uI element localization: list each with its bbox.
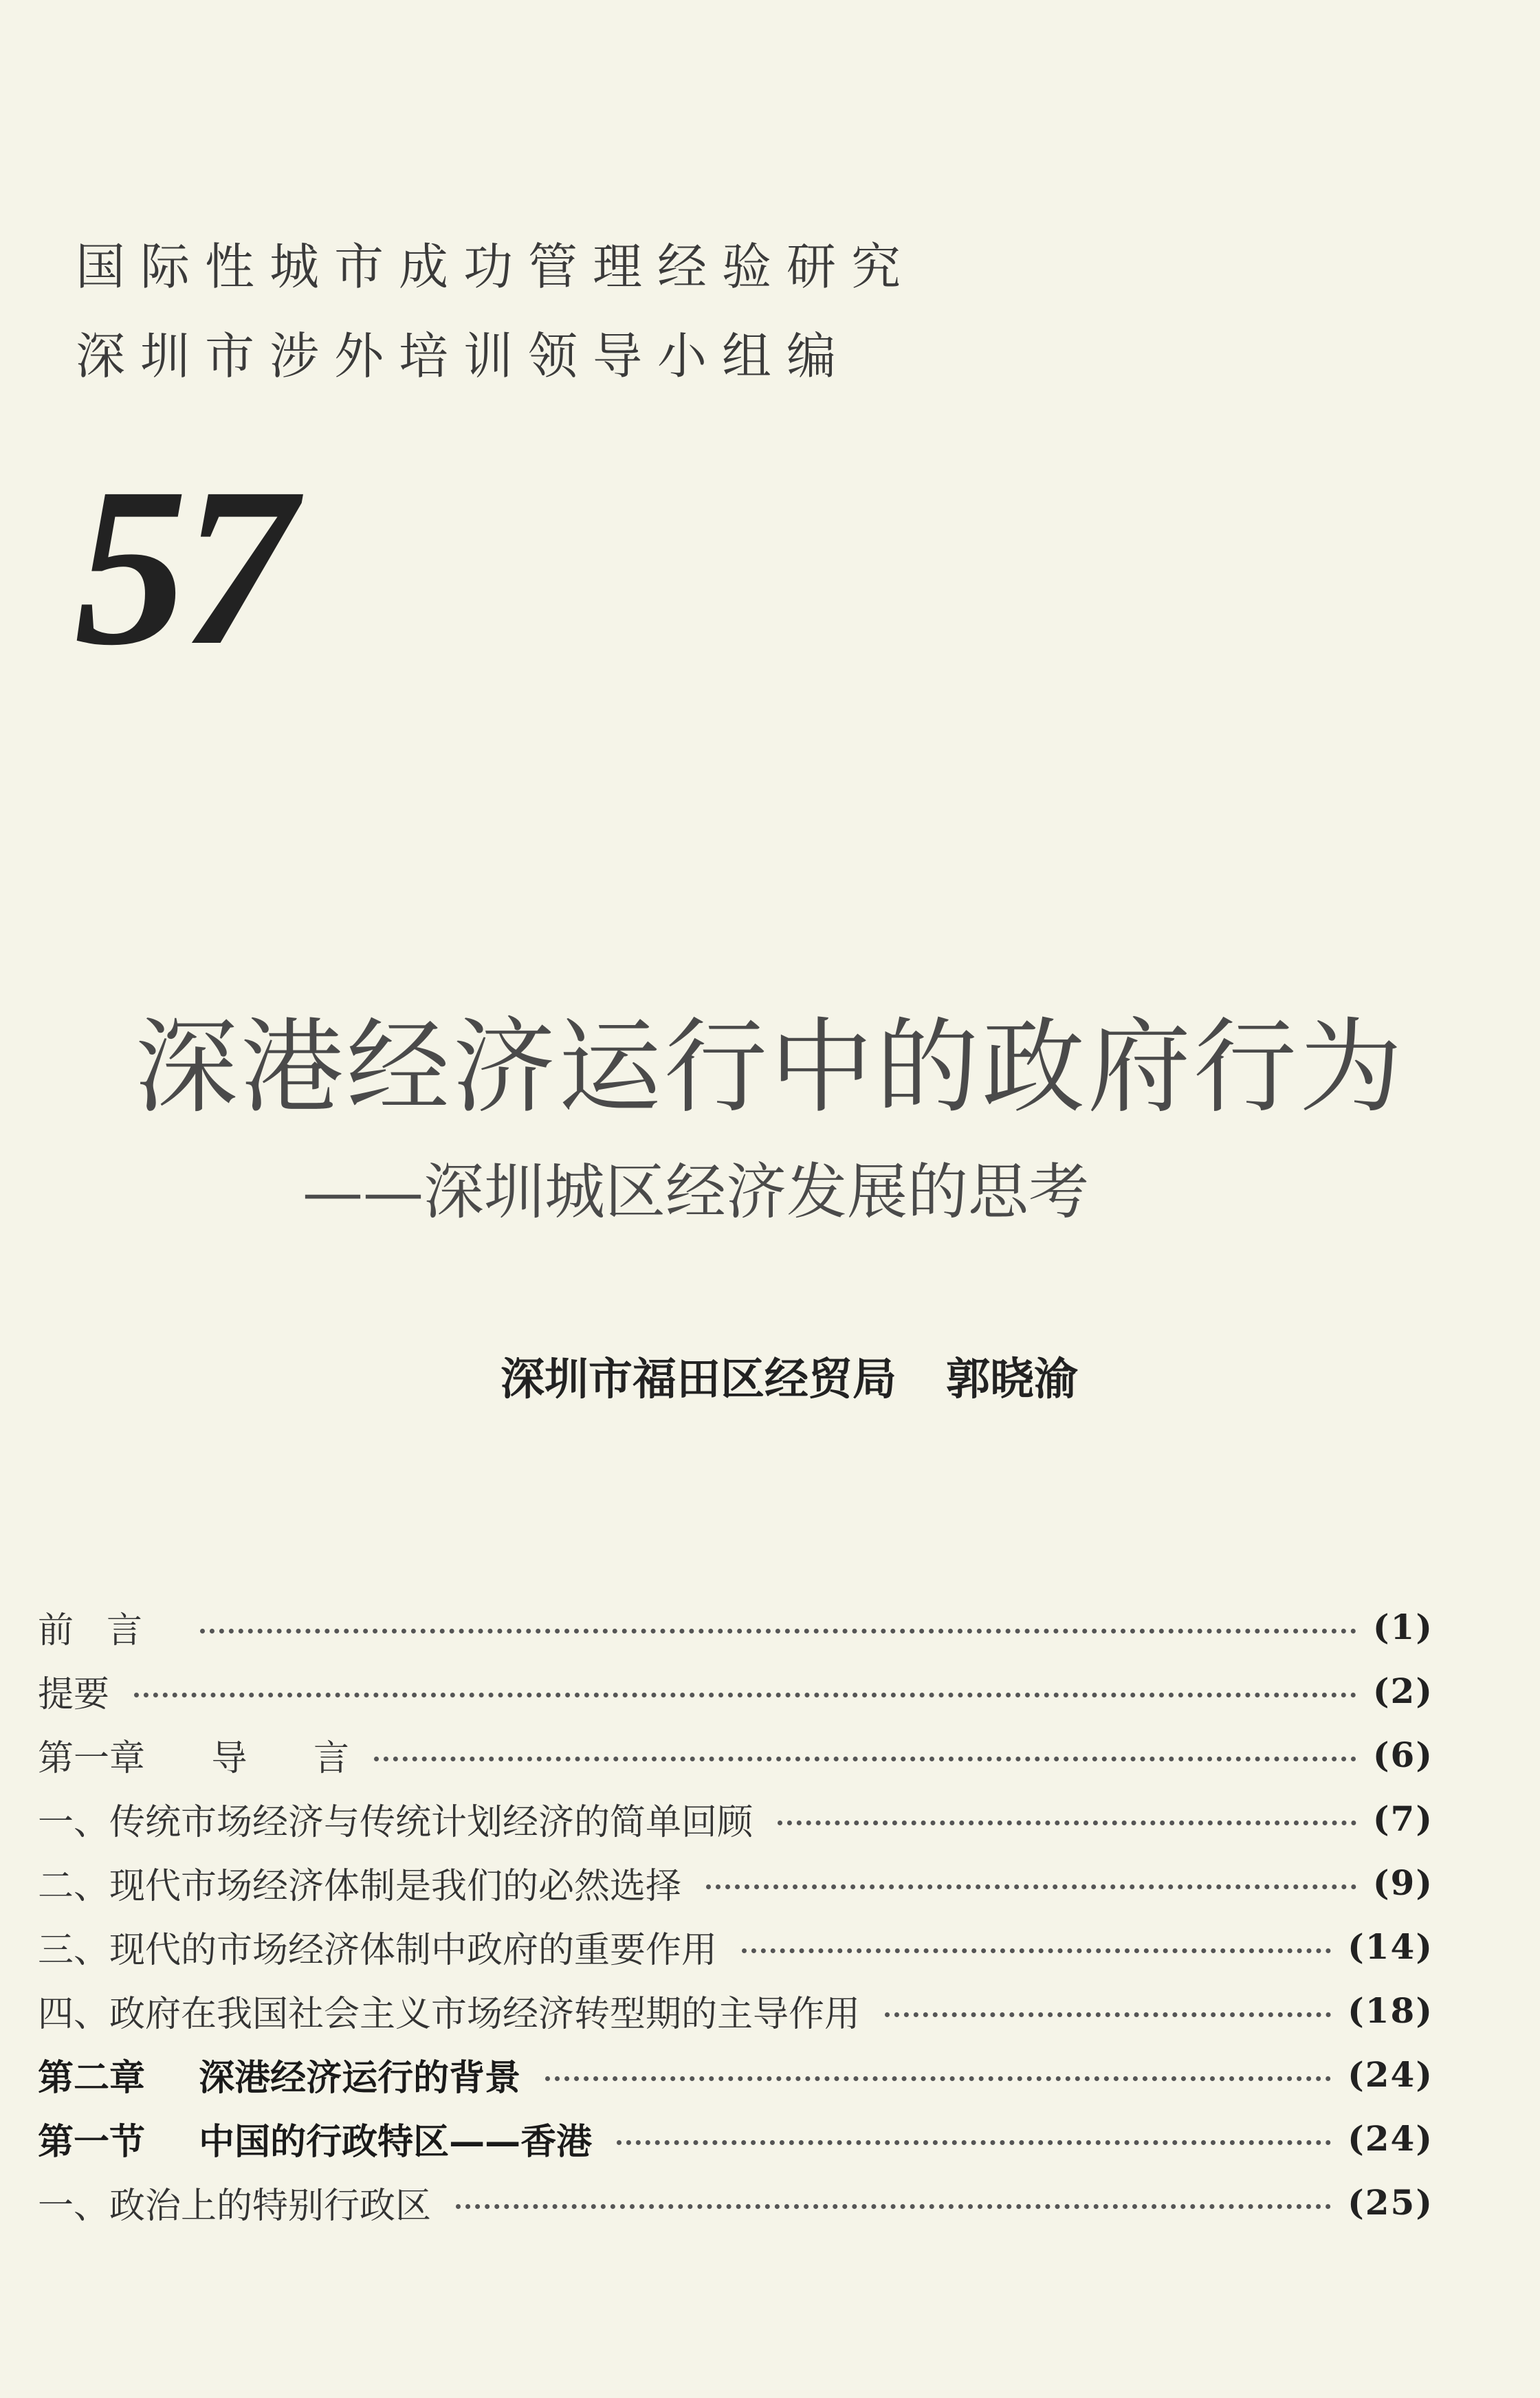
toc-entry-page: (7): [1372, 1798, 1433, 1839]
toc-dot-leader: [545, 2076, 1331, 2081]
toc-entry: [38, 1915, 1433, 1979]
toc-entry-page: (24): [1348, 2054, 1433, 2095]
toc-entry: [38, 1979, 1433, 2043]
subtitle: ——深圳城区经济发展的思考: [302, 1156, 1090, 1227]
byline: [500, 1354, 1078, 1405]
toc-entry: [38, 2106, 1433, 2170]
toc-entry-page: (2): [1372, 1671, 1433, 1711]
toc-entry-title: 一、政治上的特别行政区: [38, 2186, 432, 2227]
toc-entry-title: 四、政府在我国社会主义市场经济转型期的主导作用: [38, 1994, 861, 2035]
toc-entry-page: (18): [1348, 1990, 1433, 2031]
main-title: 深港经济运行中的政府行为: [134, 1008, 1405, 1128]
toc-entry-title: 三、现代的市场经济体制中政府的重要作用: [38, 1930, 718, 1971]
toc-entry: [38, 1595, 1433, 1659]
toc-entry-title: 提要: [38, 1674, 110, 1715]
series-editor: 深圳市涉外培训领导小组编: [76, 327, 852, 385]
toc-entry-page: (24): [1348, 2118, 1433, 2159]
byline-organization: 深圳市福田区经贸局: [500, 1354, 896, 1405]
toc-dot-leader: [200, 1629, 1356, 1634]
toc-dot-leader: [134, 1693, 1356, 1697]
toc-entry: [38, 2170, 1433, 2234]
toc-entry-page: (14): [1348, 1926, 1433, 1967]
series-title: 国际性城市成功管理经验研究: [76, 238, 916, 296]
toc-entry-page: (25): [1348, 2182, 1433, 2223]
toc-entry: [38, 1723, 1433, 1787]
toc-entry-page: (1): [1372, 1607, 1433, 1647]
toc-dot-leader: [706, 1884, 1356, 1889]
volume-number: 57: [74, 441, 290, 692]
toc-dot-leader: [617, 2140, 1331, 2145]
toc-entry-title: 前言: [38, 1610, 176, 1651]
table-of-contents: [38, 1595, 1433, 2234]
toc-dot-leader: [374, 1757, 1356, 1761]
toc-entry-page: (6): [1372, 1735, 1433, 1775]
byline-author: 郭晓渝: [946, 1354, 1078, 1405]
toc-entry: [38, 1787, 1433, 1851]
toc-entry-title: 二、现代市场经济体制是我们的必然选择: [38, 1866, 682, 1907]
toc-dot-leader: [885, 2012, 1331, 2017]
toc-entry: [38, 1851, 1433, 1915]
toc-entry: [38, 2043, 1433, 2106]
toc-entry-title: 第一节 中国的行政特区——香港: [38, 2122, 593, 2163]
toc-dot-leader: [778, 1820, 1356, 1825]
toc-entry-page: (9): [1372, 1862, 1433, 1903]
toc-dot-leader: [742, 1948, 1331, 1953]
toc-entry-title: 一、传统市场经济与传统计划经济的简单回顾: [38, 1802, 754, 1843]
toc-dot-leader: [456, 2204, 1331, 2209]
toc-entry-title: 第二章 深港经济运行的背景: [38, 2058, 521, 2099]
toc-entry: [38, 1659, 1433, 1723]
toc-entry-title: 第一章 导 言: [38, 1738, 350, 1779]
